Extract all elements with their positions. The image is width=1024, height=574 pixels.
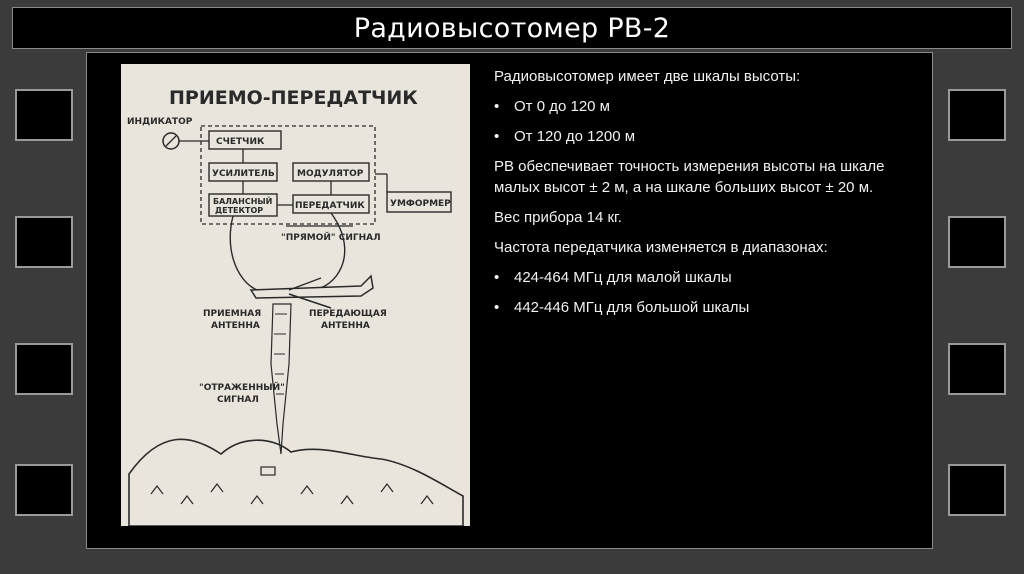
reflected-signal-label-line2: СИГНАЛ: [217, 395, 259, 405]
film-hole-left-2: [15, 216, 73, 268]
modulator-label: МОДУЛЯТОР: [297, 169, 364, 179]
counter-label: СЧЕТЧИК: [216, 137, 265, 147]
ground-vehicle: [261, 467, 275, 475]
film-hole-right-4: [948, 464, 1006, 516]
intro-text: Радиовысотомер имеет две шкалы высоты:: [494, 68, 801, 85]
film-hole-right-3: [948, 343, 1006, 395]
terrain: [129, 439, 463, 526]
diagram-indicator-label: ИНДИКАТОР: [127, 117, 193, 127]
slide-title: Радиовысотомер РВ-2: [353, 12, 671, 44]
rx-antenna-label-line2: АНТЕННА: [211, 321, 260, 331]
detector-label-line2: ДЕТЕКТОР: [215, 206, 264, 215]
frequency-item-2: • 442-446 МГц для большой шкалы: [494, 299, 750, 316]
film-hole-right-1: [948, 89, 1006, 141]
film-hole-left-1: [15, 89, 73, 141]
bullet-dot: •: [494, 299, 500, 316]
accuracy-text: РВ обеспечивает точность измерения высоты на шкале малых высот ± 2 м, а на шкале больших высот ± 20 м.: [494, 158, 885, 196]
signal-beam: [271, 304, 291, 454]
amplifier-label: УСИЛИТЕЛЬ: [212, 169, 275, 179]
frequency-intro-text: Частота передатчика изменяется в диапазонах:: [494, 239, 828, 256]
indicator-needle: [166, 136, 176, 146]
diagram-heading: ПРИЕМО-ПЕРЕДАТЧИК: [169, 87, 418, 109]
film-hole-left-3: [15, 343, 73, 395]
rx-antenna-label-line1: ПРИЕМНАЯ: [203, 309, 262, 319]
scale-item-2: • От 120 до 1200 м: [494, 128, 636, 145]
bullet-dot: •: [494, 128, 500, 145]
tx-antenna-label-line2: АНТЕННА: [321, 321, 370, 331]
bullet-dot: •: [494, 269, 500, 286]
bullet-dot: •: [494, 98, 500, 115]
title-bar: [12, 7, 1012, 49]
aircraft: [251, 276, 373, 298]
block-diagram: [121, 64, 470, 526]
scale-item-1: • От 0 до 120 м: [494, 98, 610, 115]
frequency-item-1: • 424-464 МГц для малой шкалы: [494, 269, 732, 286]
film-hole-right-2: [948, 216, 1006, 268]
direct-signal-label: "ПРЯМОЙ" СИГНАЛ: [281, 233, 381, 243]
detector-label-line1: БАЛАНСНЫЙ: [213, 197, 273, 206]
text-panel: [494, 66, 914, 327]
reflected-signal-label-line1: "ОТРАЖЕННЫЙ": [199, 383, 285, 393]
umformer-label: УМФОРМЕР: [390, 199, 451, 209]
film-hole-left-4: [15, 464, 73, 516]
tx-antenna-label-line1: ПЕРЕДАЮЩАЯ: [309, 309, 387, 319]
transmitter-label: ПЕРЕДАТЧИК: [295, 201, 365, 211]
weight-text: Вес прибора 14 кг.: [494, 209, 622, 226]
